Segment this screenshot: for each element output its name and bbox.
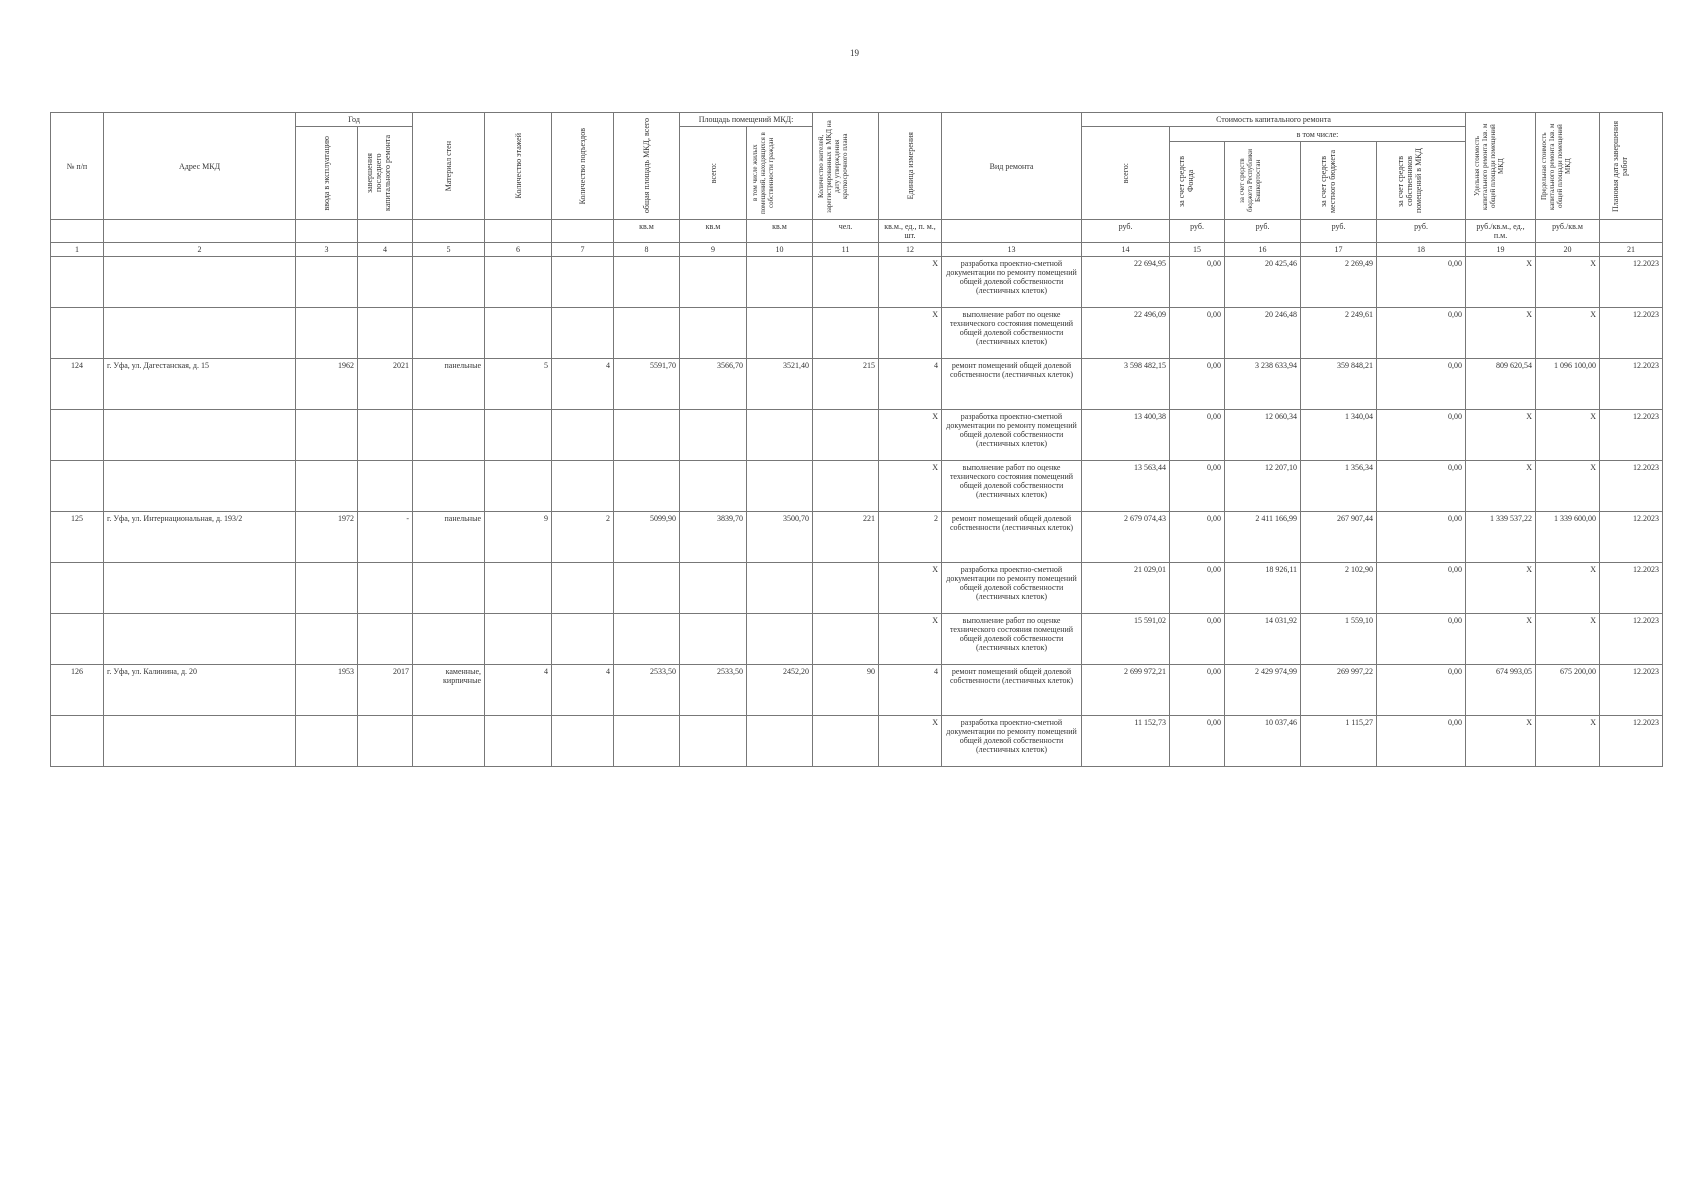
cell-m: панельные bbox=[413, 512, 485, 563]
cell-y1 bbox=[296, 563, 358, 614]
cell-y1: 1972 bbox=[296, 512, 358, 563]
cell-value: X bbox=[1536, 410, 1600, 461]
cell-value: 1 559,10 bbox=[1301, 614, 1377, 665]
hdr-num: № п/п bbox=[51, 113, 104, 220]
cell-value: 22 694,95 bbox=[1082, 257, 1170, 308]
cell-a bbox=[104, 308, 296, 359]
col-number: 15 bbox=[1170, 243, 1225, 257]
hdr-y2: завершения последнего капитального ремонта bbox=[365, 134, 392, 212]
cell-f bbox=[485, 461, 552, 512]
cell-value: 2 269,49 bbox=[1301, 257, 1377, 308]
cell-value: 14 031,92 bbox=[1225, 614, 1301, 665]
cell-a2 bbox=[747, 614, 813, 665]
unit-cell: руб. bbox=[1377, 220, 1466, 243]
cell-value: 0,00 bbox=[1377, 410, 1466, 461]
cell-work: разработка проектно-сметной документации по ремонту помещений общей долевой собственности (лестничных клеток) bbox=[942, 257, 1082, 308]
cell-value: 0,00 bbox=[1170, 461, 1225, 512]
cell-unit: X bbox=[879, 614, 942, 665]
cell-y2 bbox=[358, 257, 413, 308]
cell-unit: X bbox=[879, 461, 942, 512]
cell-value: 12.2023 bbox=[1600, 665, 1663, 716]
cell-r bbox=[813, 410, 879, 461]
cell-r bbox=[813, 614, 879, 665]
cell-t: 5099,90 bbox=[614, 512, 680, 563]
col-number: 2 bbox=[104, 243, 296, 257]
cell-a: г. Уфа, ул. Интернациональная, д. 193/2 bbox=[104, 512, 296, 563]
cell-f: 5 bbox=[485, 359, 552, 410]
unit-cell bbox=[104, 220, 296, 243]
cell-m bbox=[413, 410, 485, 461]
cell-value: 12.2023 bbox=[1600, 614, 1663, 665]
cell-a2: 2452,20 bbox=[747, 665, 813, 716]
cell-y2 bbox=[358, 614, 413, 665]
cell-a2: 3500,70 bbox=[747, 512, 813, 563]
col-number: 13 bbox=[942, 243, 1082, 257]
cell-unit: 4 bbox=[879, 359, 942, 410]
cell-r bbox=[813, 257, 879, 308]
cell-work: выполнение работ по оценке технического состояния помещений общей долевой собственности (лестничных клеток) bbox=[942, 308, 1082, 359]
cell-value: 2 249,61 bbox=[1301, 308, 1377, 359]
unit-cell: кв.м., ед., п. м., шт. bbox=[879, 220, 942, 243]
cell-value: 18 926,11 bbox=[1225, 563, 1301, 614]
table-body bbox=[51, 257, 1663, 767]
cell-value: 20 246,48 bbox=[1225, 308, 1301, 359]
cell-t bbox=[614, 716, 680, 767]
hdr-y1: ввода в эксплуатацию bbox=[322, 135, 331, 211]
cell-value: X bbox=[1466, 614, 1536, 665]
cell-n: 126 bbox=[51, 665, 104, 716]
hdr-c2: за счет средств Фонда bbox=[1177, 154, 1196, 207]
cell-t: 5591,70 bbox=[614, 359, 680, 410]
cell-f bbox=[485, 308, 552, 359]
cell-y2 bbox=[358, 563, 413, 614]
cell-value: X bbox=[1536, 461, 1600, 512]
cell-e bbox=[552, 308, 614, 359]
cell-value: 0,00 bbox=[1170, 716, 1225, 767]
cell-a1 bbox=[680, 308, 747, 359]
cell-r: 221 bbox=[813, 512, 879, 563]
table-row bbox=[51, 461, 1663, 512]
hdr-en: Количество подъездов bbox=[578, 127, 588, 205]
cell-value: 1 356,34 bbox=[1301, 461, 1377, 512]
unit-cell: руб./кв.м., ед., п.м. bbox=[1466, 220, 1536, 243]
hdr-fl: Количество этажей bbox=[513, 133, 523, 199]
cell-value: 0,00 bbox=[1170, 257, 1225, 308]
cell-unit: X bbox=[879, 308, 942, 359]
cell-value: 11 152,73 bbox=[1082, 716, 1170, 767]
cell-a2 bbox=[747, 563, 813, 614]
cell-value: 269 997,22 bbox=[1301, 665, 1377, 716]
cell-y1 bbox=[296, 614, 358, 665]
cell-f: 9 bbox=[485, 512, 552, 563]
cell-value: 1 096 100,00 bbox=[1536, 359, 1600, 410]
col-number: 16 bbox=[1225, 243, 1301, 257]
cell-f bbox=[485, 563, 552, 614]
table-row bbox=[51, 410, 1663, 461]
hdr-unit: Единица измерения bbox=[905, 132, 915, 200]
cell-value: 0,00 bbox=[1377, 257, 1466, 308]
cell-value: 3 238 633,94 bbox=[1225, 359, 1301, 410]
cell-a1 bbox=[680, 257, 747, 308]
cell-value: 2 429 974,99 bbox=[1225, 665, 1301, 716]
cell-work: ремонт помещений общей долевой собственности (лестничных клеток) bbox=[942, 359, 1082, 410]
cell-n bbox=[51, 308, 104, 359]
cell-value: 20 425,46 bbox=[1225, 257, 1301, 308]
cell-e bbox=[552, 614, 614, 665]
hdr-c4: за счет средств местного бюджета bbox=[1318, 148, 1337, 213]
cell-n bbox=[51, 410, 104, 461]
cell-t bbox=[614, 461, 680, 512]
table-row bbox=[51, 614, 1663, 665]
cell-t bbox=[614, 410, 680, 461]
cell-value: 0,00 bbox=[1170, 614, 1225, 665]
cell-value: 267 907,44 bbox=[1301, 512, 1377, 563]
hdr-incl: в том числе: bbox=[1170, 127, 1466, 142]
cell-m bbox=[413, 257, 485, 308]
cell-y2: - bbox=[358, 512, 413, 563]
cell-unit: 2 bbox=[879, 512, 942, 563]
cell-a2 bbox=[747, 257, 813, 308]
cell-f: 4 bbox=[485, 665, 552, 716]
cell-e: 4 bbox=[552, 665, 614, 716]
unit-cell: руб. bbox=[1301, 220, 1377, 243]
hdr-res: Количество жителей, зарегистрированных в МКД на дату утверждения краткосрочного плана bbox=[816, 119, 849, 213]
hdr-grp: Площадь помещений МКД: bbox=[680, 113, 813, 127]
hdr-c5: за счет средств собственников помещений в МКД bbox=[1396, 148, 1424, 213]
cell-value: 12.2023 bbox=[1600, 563, 1663, 614]
cell-value: X bbox=[1536, 563, 1600, 614]
col-number: 10 bbox=[747, 243, 813, 257]
cell-y2 bbox=[358, 461, 413, 512]
col-number: 20 bbox=[1536, 243, 1600, 257]
cell-e bbox=[552, 563, 614, 614]
col-number: 6 bbox=[485, 243, 552, 257]
cell-m bbox=[413, 563, 485, 614]
table-row bbox=[51, 257, 1663, 308]
col-number: 17 bbox=[1301, 243, 1377, 257]
cell-a2 bbox=[747, 308, 813, 359]
col-number: 11 bbox=[813, 243, 879, 257]
cell-value: 12 060,34 bbox=[1225, 410, 1301, 461]
col-number: 18 bbox=[1377, 243, 1466, 257]
cell-m bbox=[413, 716, 485, 767]
unit-cell bbox=[1600, 220, 1663, 243]
cell-f bbox=[485, 716, 552, 767]
cell-t bbox=[614, 308, 680, 359]
cell-value: 2 411 166,99 bbox=[1225, 512, 1301, 563]
cell-a bbox=[104, 410, 296, 461]
unit-cell bbox=[485, 220, 552, 243]
hdr-lim: Предельная стоимость капитального ремонта 1кв. м общей площади помещений МКД bbox=[1539, 122, 1572, 210]
cell-value: 0,00 bbox=[1377, 308, 1466, 359]
cell-y1 bbox=[296, 410, 358, 461]
unit-cell bbox=[413, 220, 485, 243]
cell-r bbox=[813, 308, 879, 359]
cell-value: 1 339 537,22 bbox=[1466, 512, 1536, 563]
col-number: 19 bbox=[1466, 243, 1536, 257]
cell-a2 bbox=[747, 716, 813, 767]
cell-a1 bbox=[680, 563, 747, 614]
table-row bbox=[51, 716, 1663, 767]
column-number-row bbox=[51, 243, 1663, 257]
hdr-tot: общая площадь МКД, всего bbox=[642, 118, 652, 214]
hdr-date: Плановая дата завершения работ bbox=[1611, 120, 1630, 212]
cell-work: разработка проектно-сметной документации по ремонту помещений общей долевой собственности (лестничных клеток) bbox=[942, 716, 1082, 767]
cell-n: 125 bbox=[51, 512, 104, 563]
cell-a1: 2533,50 bbox=[680, 665, 747, 716]
cell-value: 12.2023 bbox=[1600, 257, 1663, 308]
cell-value: X bbox=[1466, 563, 1536, 614]
hdr-spec: Удельная стоимость капитального ремонта 1кв. м общей площади помещений МКД bbox=[1472, 122, 1505, 210]
cell-a: г. Уфа, ул. Дагестанская, д. 15 bbox=[104, 359, 296, 410]
cell-y1 bbox=[296, 308, 358, 359]
hdr-c1: всего: bbox=[1121, 162, 1131, 184]
cell-value: 0,00 bbox=[1377, 461, 1466, 512]
unit-cell: кв.м bbox=[614, 220, 680, 243]
cell-y2: 2017 bbox=[358, 665, 413, 716]
cell-r: 215 bbox=[813, 359, 879, 410]
cell-value: 1 339 600,00 bbox=[1536, 512, 1600, 563]
cell-value: X bbox=[1466, 308, 1536, 359]
table-row bbox=[51, 563, 1663, 614]
cell-value: 674 993,05 bbox=[1466, 665, 1536, 716]
hdr-a1: всего: bbox=[708, 162, 718, 184]
col-number: 21 bbox=[1600, 243, 1663, 257]
cell-value: 0,00 bbox=[1170, 359, 1225, 410]
cell-y2 bbox=[358, 716, 413, 767]
cell-value: X bbox=[1466, 461, 1536, 512]
cell-a1 bbox=[680, 410, 747, 461]
cell-value: 12.2023 bbox=[1600, 461, 1663, 512]
cell-y2 bbox=[358, 410, 413, 461]
cell-m bbox=[413, 461, 485, 512]
cell-work: разработка проектно-сметной документации по ремонту помещений общей долевой собственности (лестничных клеток) bbox=[942, 410, 1082, 461]
cell-r: 90 bbox=[813, 665, 879, 716]
col-number: 14 bbox=[1082, 243, 1170, 257]
cell-value: 1 115,27 bbox=[1301, 716, 1377, 767]
table-row bbox=[51, 512, 1663, 563]
cell-work: выполнение работ по оценке технического состояния помещений общей долевой собственности (лестничных клеток) bbox=[942, 614, 1082, 665]
cell-value: 0,00 bbox=[1377, 563, 1466, 614]
hdr-addr: Адрес МКД bbox=[104, 113, 296, 220]
col-number: 12 bbox=[879, 243, 942, 257]
cell-a2: 3521,40 bbox=[747, 359, 813, 410]
cell-a bbox=[104, 563, 296, 614]
table-row bbox=[51, 359, 1663, 410]
cell-y2: 2021 bbox=[358, 359, 413, 410]
units-row bbox=[51, 220, 1663, 243]
cell-a2 bbox=[747, 410, 813, 461]
cell-a1: 3566,70 bbox=[680, 359, 747, 410]
col-number: 3 bbox=[296, 243, 358, 257]
cell-work: ремонт помещений общей долевой собственности (лестничных клеток) bbox=[942, 512, 1082, 563]
unit-cell: чел. bbox=[813, 220, 879, 243]
cell-a bbox=[104, 716, 296, 767]
cell-n bbox=[51, 257, 104, 308]
cell-a1 bbox=[680, 614, 747, 665]
cell-value: 12.2023 bbox=[1600, 716, 1663, 767]
cell-unit: X bbox=[879, 716, 942, 767]
hdr-a2: в том числе жилых помещений, находящихся в собственности граждан bbox=[750, 132, 775, 214]
hdr-mat: Материал стен bbox=[444, 140, 454, 192]
unit-cell bbox=[358, 220, 413, 243]
unit-cell bbox=[296, 220, 358, 243]
cell-value: 13 400,38 bbox=[1082, 410, 1170, 461]
cell-value: 3 598 482,15 bbox=[1082, 359, 1170, 410]
cell-y1: 1962 bbox=[296, 359, 358, 410]
cell-r bbox=[813, 716, 879, 767]
cell-a bbox=[104, 257, 296, 308]
cell-e bbox=[552, 410, 614, 461]
cell-value: 0,00 bbox=[1170, 563, 1225, 614]
cell-t bbox=[614, 563, 680, 614]
cell-value: 0,00 bbox=[1377, 716, 1466, 767]
cell-a: г. Уфа, ул. Калинина, д. 20 bbox=[104, 665, 296, 716]
cell-value: X bbox=[1466, 410, 1536, 461]
cell-n bbox=[51, 614, 104, 665]
cell-e bbox=[552, 461, 614, 512]
cell-n bbox=[51, 716, 104, 767]
unit-cell bbox=[552, 220, 614, 243]
cell-value: X bbox=[1466, 716, 1536, 767]
cell-value: 0,00 bbox=[1377, 359, 1466, 410]
unit-cell: руб. bbox=[1082, 220, 1170, 243]
cell-n: 124 bbox=[51, 359, 104, 410]
cell-unit: X bbox=[879, 410, 942, 461]
cell-a1: 3839,70 bbox=[680, 512, 747, 563]
cell-n bbox=[51, 563, 104, 614]
unit-cell bbox=[942, 220, 1082, 243]
cell-y1 bbox=[296, 257, 358, 308]
cell-value: 0,00 bbox=[1377, 512, 1466, 563]
cell-value: 15 591,02 bbox=[1082, 614, 1170, 665]
col-number: 7 bbox=[552, 243, 614, 257]
cell-value: 13 563,44 bbox=[1082, 461, 1170, 512]
cell-y1 bbox=[296, 461, 358, 512]
cell-value: X bbox=[1536, 308, 1600, 359]
cell-f bbox=[485, 257, 552, 308]
unit-cell bbox=[51, 220, 104, 243]
cell-a1 bbox=[680, 461, 747, 512]
col-number: 9 bbox=[680, 243, 747, 257]
cell-y2 bbox=[358, 308, 413, 359]
unit-cell: руб. bbox=[1170, 220, 1225, 243]
cell-r bbox=[813, 461, 879, 512]
cell-work: разработка проектно-сметной документации по ремонту помещений общей долевой собственности (лестничных клеток) bbox=[942, 563, 1082, 614]
unit-cell: руб./кв.м bbox=[1536, 220, 1600, 243]
cell-e bbox=[552, 716, 614, 767]
cell-work: ремонт помещений общей долевой собственности (лестничных клеток) bbox=[942, 665, 1082, 716]
cell-value: X bbox=[1536, 614, 1600, 665]
cell-a bbox=[104, 614, 296, 665]
cell-value: 12.2023 bbox=[1600, 512, 1663, 563]
cell-value: 12.2023 bbox=[1600, 359, 1663, 410]
cell-value: 2 679 074,43 bbox=[1082, 512, 1170, 563]
cell-value: 10 037,46 bbox=[1225, 716, 1301, 767]
cell-a bbox=[104, 461, 296, 512]
table-row bbox=[51, 665, 1663, 716]
hdr-cost: Стоимость капитального ремонта bbox=[1082, 113, 1466, 127]
cell-value: 2 699 972,21 bbox=[1082, 665, 1170, 716]
col-number: 1 bbox=[51, 243, 104, 257]
hdr-kind: Вид ремонта bbox=[942, 113, 1082, 220]
cell-value: 0,00 bbox=[1170, 410, 1225, 461]
cell-y1: 1953 bbox=[296, 665, 358, 716]
cell-t bbox=[614, 614, 680, 665]
cell-n bbox=[51, 461, 104, 512]
cell-a1 bbox=[680, 716, 747, 767]
col-number: 4 bbox=[358, 243, 413, 257]
cell-m: каменные, кирпичные bbox=[413, 665, 485, 716]
repair-plan-table bbox=[50, 112, 1663, 767]
cell-value: 0,00 bbox=[1170, 665, 1225, 716]
unit-cell: кв.м bbox=[747, 220, 813, 243]
cell-value: X bbox=[1536, 716, 1600, 767]
unit-cell: кв.м bbox=[680, 220, 747, 243]
hdr-c3: за счет средств бюджета Республики Башкортостан bbox=[1237, 149, 1262, 212]
cell-e: 4 bbox=[552, 359, 614, 410]
cell-y1 bbox=[296, 716, 358, 767]
cell-r bbox=[813, 563, 879, 614]
hdr-year: Год bbox=[296, 113, 413, 127]
cell-value: 0,00 bbox=[1377, 665, 1466, 716]
cell-value: 2 102,90 bbox=[1301, 563, 1377, 614]
cell-value: 0,00 bbox=[1377, 614, 1466, 665]
cell-value: 0,00 bbox=[1170, 308, 1225, 359]
page-number: 19 bbox=[850, 48, 859, 58]
cell-m: панельные bbox=[413, 359, 485, 410]
cell-value: 675 200,00 bbox=[1536, 665, 1600, 716]
cell-value: 12.2023 bbox=[1600, 308, 1663, 359]
cell-unit: 4 bbox=[879, 665, 942, 716]
cell-value: 0,00 bbox=[1170, 512, 1225, 563]
cell-unit: X bbox=[879, 563, 942, 614]
cell-value: 21 029,01 bbox=[1082, 563, 1170, 614]
col-number: 5 bbox=[413, 243, 485, 257]
cell-value: 359 848,21 bbox=[1301, 359, 1377, 410]
cell-work: выполнение работ по оценке технического состояния помещений общей долевой собственности (лестничных клеток) bbox=[942, 461, 1082, 512]
cell-m bbox=[413, 614, 485, 665]
table-row bbox=[51, 308, 1663, 359]
cell-unit: X bbox=[879, 257, 942, 308]
cell-f bbox=[485, 614, 552, 665]
cell-value: 12.2023 bbox=[1600, 410, 1663, 461]
cell-value: X bbox=[1466, 257, 1536, 308]
cell-m bbox=[413, 308, 485, 359]
cell-e: 2 bbox=[552, 512, 614, 563]
cell-value: 22 496,09 bbox=[1082, 308, 1170, 359]
cell-value: X bbox=[1536, 257, 1600, 308]
cell-a2 bbox=[747, 461, 813, 512]
col-number: 8 bbox=[614, 243, 680, 257]
cell-e bbox=[552, 257, 614, 308]
cell-t: 2533,50 bbox=[614, 665, 680, 716]
cell-t bbox=[614, 257, 680, 308]
cell-f bbox=[485, 410, 552, 461]
cell-value: 1 340,04 bbox=[1301, 410, 1377, 461]
cell-value: 809 620,54 bbox=[1466, 359, 1536, 410]
cell-value: 12 207,10 bbox=[1225, 461, 1301, 512]
unit-cell: руб. bbox=[1225, 220, 1301, 243]
